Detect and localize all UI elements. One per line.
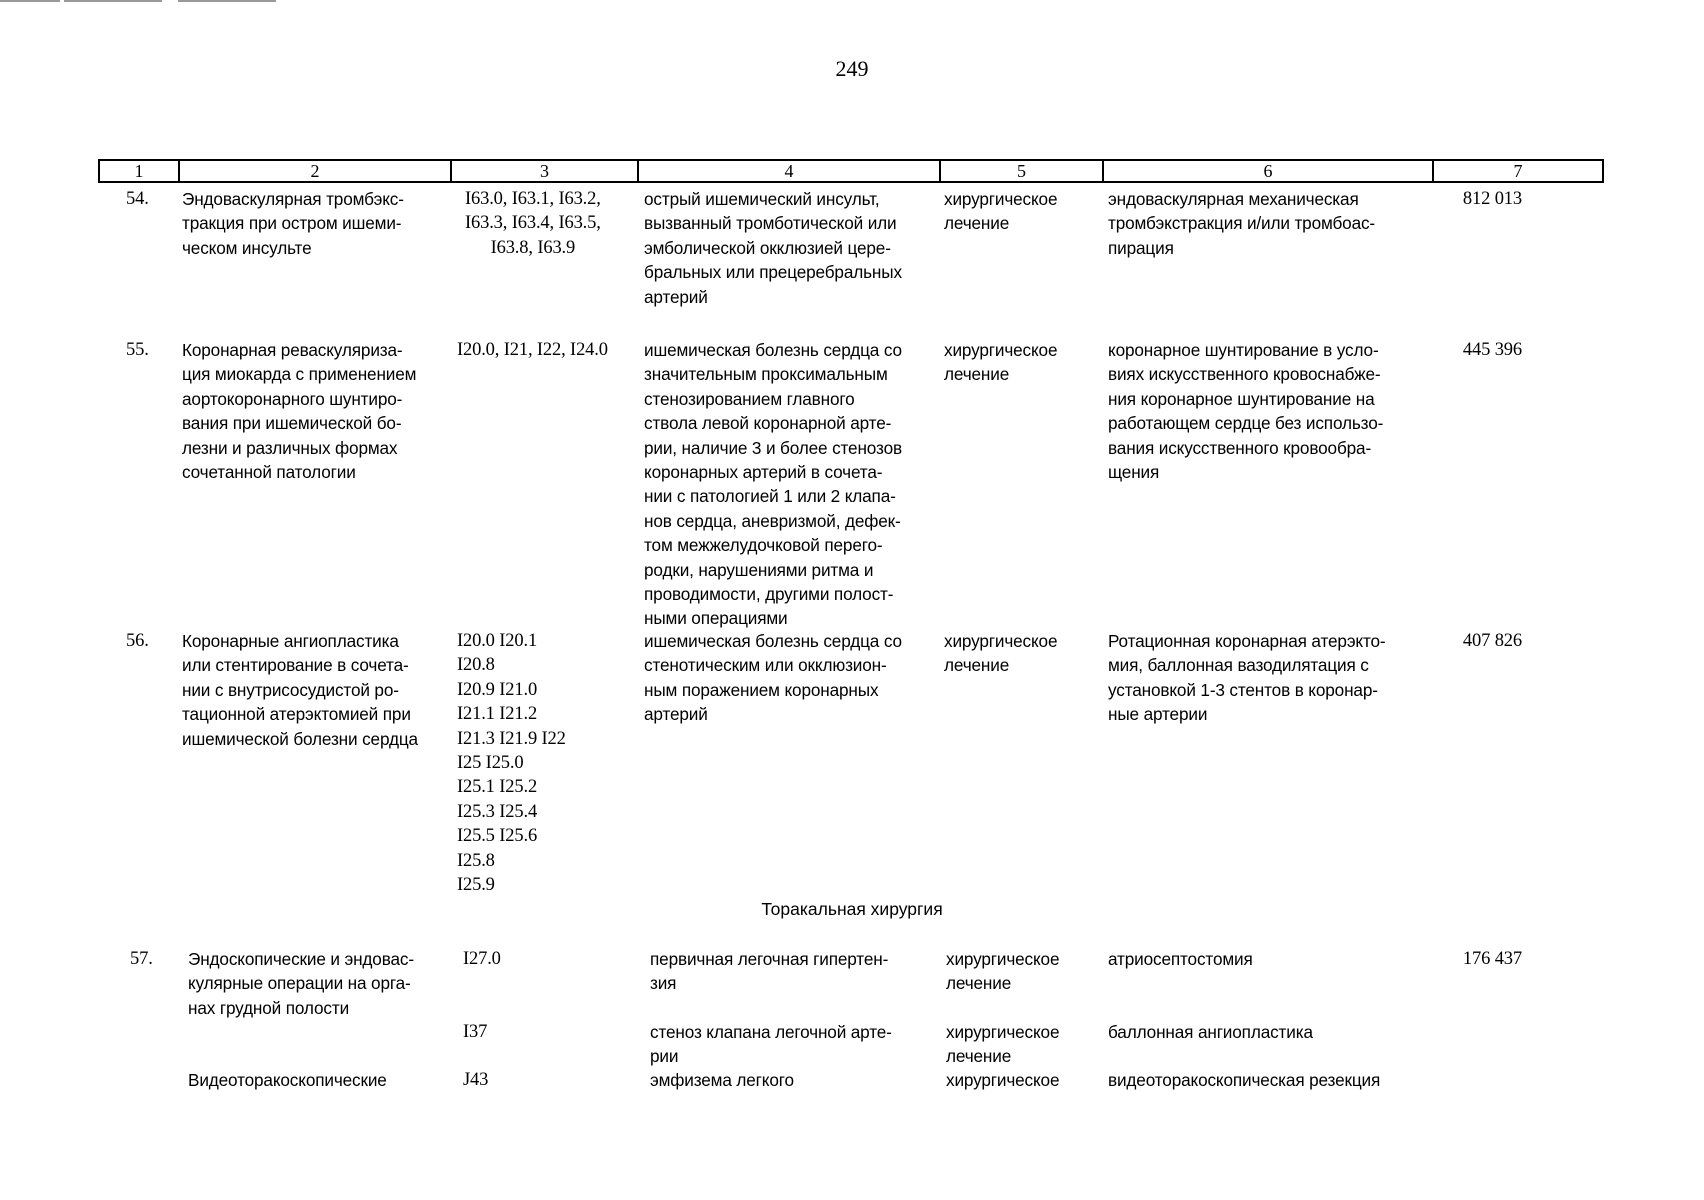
scan-artifact (0, 0, 60, 2)
treatment-method: атриосептостомия (1108, 949, 1253, 969)
section-heading: Торакальная хирургия (761, 899, 943, 919)
icd-codes: I63.0, I63.1, I63.2, I63.3, I63.4, I63.5, I63.8, I63.9 (465, 189, 601, 258)
technology-name: Коронарная реваскуляриза- ция миокарда с применением аортокоронарного шунтиро- вания при ишемической бо- лезни и различных формах сочетанной патологии (182, 340, 417, 483)
treatment-method: коронарное шунтирование в усло- виях искусственного кровоснабже- ния коронарное шунтирование на работающем сердце без использо- вания искусственного кровообра- щения (1108, 340, 1384, 483)
page-number: 249 (835, 56, 869, 81)
patient-model: первичная легочная гипертен- зия (650, 949, 889, 994)
treatment-method: баллонная ангиопластика (1108, 1022, 1313, 1042)
treatment-method: видеоторакоскопическая резекция (1108, 1070, 1381, 1090)
scan-artifact (178, 0, 276, 2)
scan-artifact (64, 0, 162, 2)
technology-name: Эндоваскулярная тромбэкс- тракция при остром ишеми- ческом инсульте (182, 189, 404, 258)
treatment-type: хирургическое лечение (944, 631, 1058, 676)
row-number: 57. (130, 949, 153, 969)
row-number: 56. (126, 631, 149, 651)
header-col-1: 1 (134, 161, 144, 181)
header-col-5: 5 (1017, 161, 1026, 181)
standard-cost: 176 437 (1462, 949, 1522, 969)
treatment-type: хирургическое лечение (946, 1022, 1060, 1067)
header-col-7: 7 (1513, 161, 1523, 181)
standard-cost: 812 013 (1462, 189, 1522, 209)
table-header-row (98, 159, 1604, 183)
technology-name: Коронарные ангиопластика или стентирование в сочета- нии с внутрисосудистой ро- тационной атерэктомией при ишемической болезни сердца (182, 631, 418, 749)
patient-model: острый ишемический инсульт, вызванный тромботической или эмболической окклюзией цере- бральных или прецеребральных артерий (644, 189, 902, 307)
patient-model: ишемическая болезнь сердца со стенотическим или окклюзион- ным поражением коронарных артерий (644, 631, 902, 725)
treatment-method: эндоваскулярная механическая тромбэкстракция и/или тромбоас- пирация (1108, 189, 1376, 258)
row-number: 54. (126, 189, 149, 209)
treatment-type: хирургическое лечение (944, 189, 1058, 234)
technology-name: Видеоторакоскопические (188, 1070, 387, 1090)
header-col-3: 3 (540, 161, 549, 181)
header-col-6: 6 (1263, 161, 1273, 181)
standard-cost: 445 396 (1462, 340, 1522, 360)
treatment-type: хирургическое (946, 1070, 1060, 1090)
treatment-type: хирургическое лечение (944, 340, 1058, 385)
treatment-type: хирургическое лечение (946, 949, 1060, 994)
icd-codes: I20.0, I21, I22, I24.0 (457, 340, 608, 360)
header-col-2: 2 (310, 161, 320, 181)
row-number: 55. (126, 340, 149, 360)
technology-name: Эндоскопические и эндовас- кулярные операции на орга- нах грудной полости (188, 949, 414, 1018)
icd-codes: I27.0 (463, 949, 501, 969)
treatment-method: Ротационная коронарная атерэкто- мия, баллонная вазодилятация с установкой 1-3 стентов в коронар- ные артерии (1108, 631, 1386, 725)
patient-model: стеноз клапана легочной арте- рии (650, 1022, 892, 1067)
icd-codes: I37 (463, 1022, 488, 1042)
patient-model: эмфизема легкого (650, 1070, 794, 1090)
standard-cost: 407 826 (1462, 631, 1522, 651)
icd-codes: I20.0 I20.1 I20.8 I20.9 I21.0 I21.1 I21.2 I21.3 I21.9 I22 I25 I25.0 I25.1 I25.2 I25.3 I25.4 I25.5 I25.6 I25.8 I25.9 (457, 631, 566, 896)
header-col-4: 4 (784, 161, 794, 181)
patient-model: ишемическая болезнь сердца со значительным проксимальным стенозированием главного ствола левой коронарной арте- рии, наличие 3 и более стенозов коронарных артерий в сочета- нии с патологией 1 или 2 клапа- нов сердца, аневризмой, дефек- том межжелудочковой перего- родки, нарушениями ритма и проводимости, другими полост- ными операциями (644, 340, 902, 629)
icd-codes: J43 (463, 1070, 489, 1090)
